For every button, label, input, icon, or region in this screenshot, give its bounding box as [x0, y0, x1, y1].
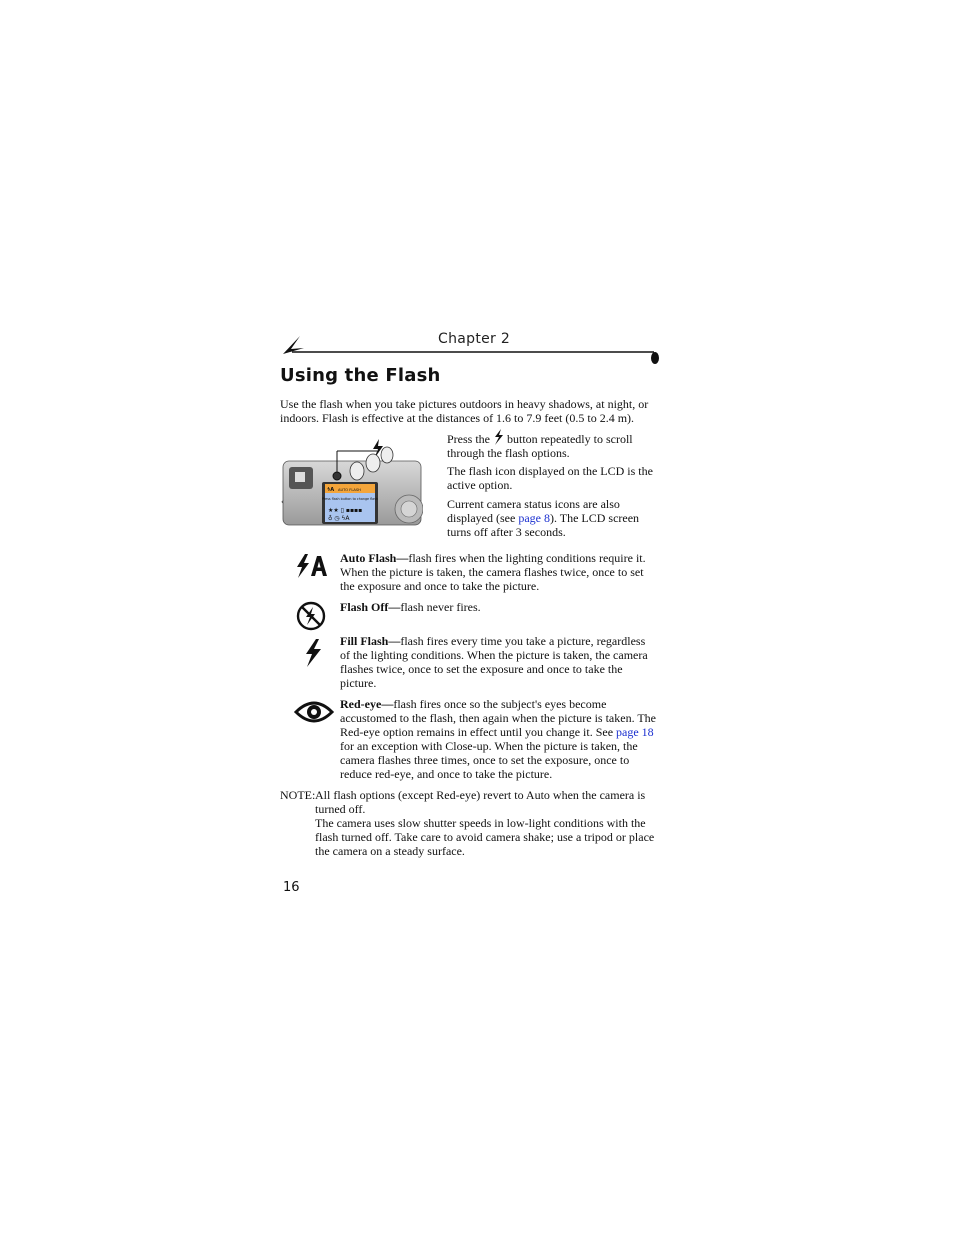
- note-label: NOTE:: [280, 788, 316, 802]
- svg-text:★★ ▯ ▪▪▪▪: ★★ ▯ ▪▪▪▪: [328, 507, 363, 514]
- flash-off-description: Flash Off—flash never fires.: [340, 600, 481, 614]
- fill-flash-icon: [302, 638, 324, 668]
- flash-icon: [493, 429, 504, 445]
- svg-text:ϟA: ϟA: [327, 487, 335, 493]
- intro-paragraph: Use the flash when you take pictures outdoors in heavy shadows, at night, or indoors. Flash is effective at the distances of 1.6 to 7.9 feet (0.5 to 2.4 m).: [280, 397, 649, 425]
- press-flash-instruction: Press the button repeatedly to scroll through the flash options.: [447, 429, 659, 460]
- lcd-title: AUTO FLASH: [338, 488, 361, 492]
- page-8-link[interactable]: page 8: [518, 511, 550, 525]
- section-title: Using the Flash: [280, 365, 441, 386]
- lcd-icon-instruction: The flash icon displayed on the LCD is the active option.: [447, 464, 653, 492]
- camera-illustration: [281, 437, 423, 527]
- note-line-1: All flash options (except Red-eye) revert to Auto when the camera is turned off.: [315, 788, 646, 816]
- svg-text:‹: ‹: [281, 498, 284, 506]
- auto-flash-icon: [294, 552, 330, 580]
- flash-off-icon: [296, 601, 326, 631]
- note-line-2: The camera uses slow shutter speeds in low-light conditions with the flash turned off. Take care to avoid camera shake; use a tripod or place the camera on a steady surface.: [315, 816, 655, 858]
- flash-button: [333, 472, 341, 480]
- header-dot: [651, 352, 659, 364]
- chapter-label: Chapter 2: [438, 331, 511, 347]
- red-eye-icon: [294, 699, 334, 725]
- red-eye-description: Red-eye—flash fires once so the subject's eyes become accustomed to the flash, then again when the picture is taken. The Red-eye option remains in effect until you change it. See page 18 for an exception with Close-up. When the picture is taken, the camera flashes three times, once to set the exposure, once to reduce red-eye, and once to take the picture.: [340, 697, 657, 781]
- fill-flash-description: Fill Flash—flash fires every time you take a picture, regardless of the lighting conditions. When the picture is taken, the camera flashes twice, once to set the exposure and once to take the picture.: [340, 634, 648, 690]
- svg-text:♁ ◷ ϟA: ♁ ◷ ϟA: [328, 515, 350, 522]
- page-18-link[interactable]: page 18: [616, 725, 654, 739]
- page-number: 16: [283, 880, 300, 895]
- auto-flash-description: Auto Flash—flash fires when the lighting conditions require it. When the picture is taken, the camera flashes twice, once to set the exposure and once to take the picture.: [340, 551, 646, 593]
- lcd-message: Press flash button to change flash: [321, 497, 379, 501]
- status-icons-instruction: Current camera status icons are also displayed (see page 8). The LCD screen turns off after 3 seconds.: [447, 497, 640, 539]
